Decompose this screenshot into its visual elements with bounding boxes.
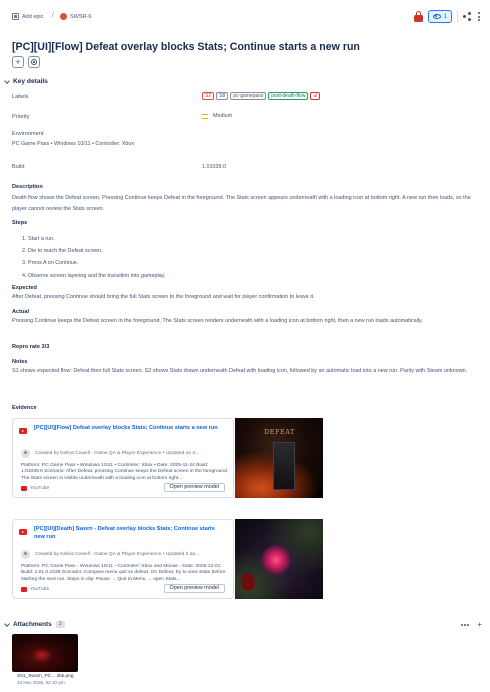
- add-attachment-icon[interactable]: +: [477, 620, 482, 629]
- attachments-heading: Attachments: [13, 621, 52, 628]
- video-card-title[interactable]: [PC][UI][Death] Sworn - Defeat overlay blocks Stats; Continue starts new run: [34, 526, 215, 540]
- issue-key-label: SWSR-6: [70, 13, 92, 20]
- youtube-icon: [19, 428, 27, 434]
- open-preview-button[interactable]: Open preview model: [164, 483, 225, 492]
- label-tag[interactable]: ui: [310, 92, 320, 100]
- labels-list[interactable]: [202, 92, 320, 100]
- build-value[interactable]: 1.01039.0: [202, 164, 226, 170]
- steps-list: [22, 233, 165, 282]
- bug-icon: [60, 13, 67, 20]
- video-thumbnail[interactable]: [235, 418, 323, 498]
- video-card[interactable]: [12, 418, 234, 498]
- attachment-thumbnail[interactable]: [12, 634, 78, 672]
- link-button[interactable]: [28, 56, 40, 68]
- label-tag[interactable]: pc-gamepass: [230, 92, 266, 100]
- evidence-heading: Evidence: [12, 405, 37, 411]
- repro-heading: Repro rate 3/3: [12, 344, 50, 350]
- chevron-down-icon: [4, 621, 10, 627]
- labels-field-label: Labels: [12, 94, 29, 100]
- notes-heading: Notes: [12, 359, 28, 365]
- thumbnail-defeat-text: DEFEAT: [264, 428, 295, 436]
- youtube-icon: [19, 529, 27, 535]
- more-actions-icon[interactable]: [476, 12, 482, 20]
- avatar: [21, 550, 30, 559]
- video-thumbnail[interactable]: [235, 519, 323, 599]
- video-card[interactable]: [12, 519, 234, 599]
- build-field-label: Build: [12, 164, 25, 170]
- add-epic-label: Add epic: [22, 13, 44, 20]
- breadcrumb-separator: /: [52, 12, 54, 19]
- key-details-toggle[interactable]: [5, 78, 48, 85]
- video-card-source-text: YouTube: [30, 486, 50, 491]
- open-preview-button[interactable]: Open preview model: [164, 584, 225, 593]
- label-tag[interactable]: post-death-flow: [268, 92, 308, 100]
- expected-text: After Defeat, pressing Continue should bring the full Stats screen to the foreground and wait for player confirmation to leave it.: [12, 294, 315, 300]
- step-item: 2. Die to reach the Defeat screen.: [22, 248, 103, 255]
- thumbnail-splatter: [241, 573, 255, 591]
- eye-icon: [433, 14, 441, 19]
- label-tag[interactable]: S8: [216, 92, 228, 100]
- link-icon: [31, 59, 37, 65]
- share-icon[interactable]: [463, 12, 471, 21]
- more-horizontal-icon[interactable]: [461, 624, 469, 626]
- lock-icon[interactable]: [414, 11, 423, 22]
- priority-medium-icon: [202, 114, 208, 119]
- top-bar: [0, 0, 490, 36]
- video-card-meta: [21, 550, 233, 559]
- attachments-count-badge: 1: [56, 621, 65, 628]
- add-epic-link[interactable]: [12, 13, 43, 20]
- issue-key-link[interactable]: [60, 13, 91, 20]
- video-card-description: Platform: PC Game Pass • Windows 10/11 • Controller: Xbox • Date: 2025-11-24 Build: 1.01039.0 Scenario: After Defeat, pressing Continue keeps the Defeat screen in the foreground. The Stats screen is visible underneath with a loading icon at bottom right...: [21, 463, 229, 481]
- priority-field[interactable]: [202, 113, 232, 119]
- watch-count: 1: [443, 13, 447, 20]
- video-card-source-text: YouTube: [30, 587, 50, 592]
- divider: [457, 11, 458, 23]
- video-card-meta: [21, 449, 233, 458]
- avatar: [21, 449, 30, 458]
- add-button[interactable]: [12, 56, 24, 68]
- chevron-down-icon: [4, 78, 10, 84]
- video-card-source: [21, 587, 49, 592]
- expected-heading: Expected: [12, 285, 37, 291]
- issue-title[interactable]: [PC][UI][Flow] Defeat overlay blocks Stats; Continue starts a new run: [12, 41, 360, 53]
- actual-text: Pressing Continue keeps the Defeat screen in the foreground. The Stats screen renders underneath with a loading icon at bottom right, then a new run loads automatically.: [12, 318, 423, 324]
- notes-text: S1 shows expected flow: Defeat then full Stats screen. S2 shows Stats drawn underneath Defeat with loading icon, followed by an automatic load into a new run. Parity with Steam unknown.: [12, 368, 468, 374]
- environment-value[interactable]: PC Game Pass • Windows 10/11 • Controller: Xbox: [12, 141, 135, 147]
- description-text: Death flow shows the Defeat screen. Pressing Continue keeps Defeat in the foreground. The Stats screen appears underneath with a loading icon at bottom right. A new run then loads, so the player cannot review the Stats screen.: [12, 195, 471, 213]
- attachments-toggle[interactable]: [5, 621, 65, 628]
- video-card-meta-text: Created by Kelina Cowell - Game QA & Player Experience • Updated 2 da...: [35, 552, 200, 557]
- epic-icon: [12, 13, 19, 20]
- video-card-meta-text: Created by Kelina Cowell - Game QA & Player Experience • Updated on 2-...: [35, 451, 201, 456]
- youtube-icon: [21, 587, 27, 592]
- watch-button[interactable]: [428, 10, 452, 23]
- priority-value: Medium: [213, 113, 233, 119]
- description-heading: Description: [12, 184, 43, 190]
- step-item: 1. Start a run.: [22, 236, 55, 242]
- attachment-name[interactable]: S01_Sworn_PC... 2bk.png: [17, 674, 74, 679]
- thumbnail-glow: [261, 545, 291, 575]
- attachment-date: 24 Nov 2025, 02:10 pm: [17, 680, 65, 685]
- priority-field-label: Priority: [12, 114, 30, 120]
- key-details-heading: Key details: [13, 78, 48, 85]
- label-tag[interactable]: S2: [202, 92, 214, 100]
- step-item: 4. Observe screen layering and the transition into gameplay.: [22, 272, 166, 279]
- video-card-description: Platform: PC Game Pass - Windows 10/11 - Controller: Xbox and Mouse - Date: 2025-12-01 Build: 1.01.0.1039 Scenario: Compare menu quit vs defeat. On Defeat, try to view Stats before starting the next run. Steps in clip: Pause → Quit to Menu → open Stats...: [21, 564, 226, 582]
- plus-icon: +: [15, 56, 21, 67]
- attachments-actions: [461, 620, 482, 629]
- steps-heading: Steps: [12, 220, 28, 226]
- youtube-icon: [21, 486, 27, 491]
- video-card-source: [21, 486, 49, 491]
- environment-field-label: Environment: [12, 131, 44, 137]
- step-item: 3. Press A on Continue.: [22, 260, 79, 267]
- thumbnail-pillar: [273, 442, 295, 490]
- header-actions: [414, 10, 482, 23]
- actual-heading: Actual: [12, 309, 30, 315]
- video-card-title[interactable]: [PC][UI][Flow] Defeat overlay blocks Stats; Continue starts a new run: [34, 425, 218, 431]
